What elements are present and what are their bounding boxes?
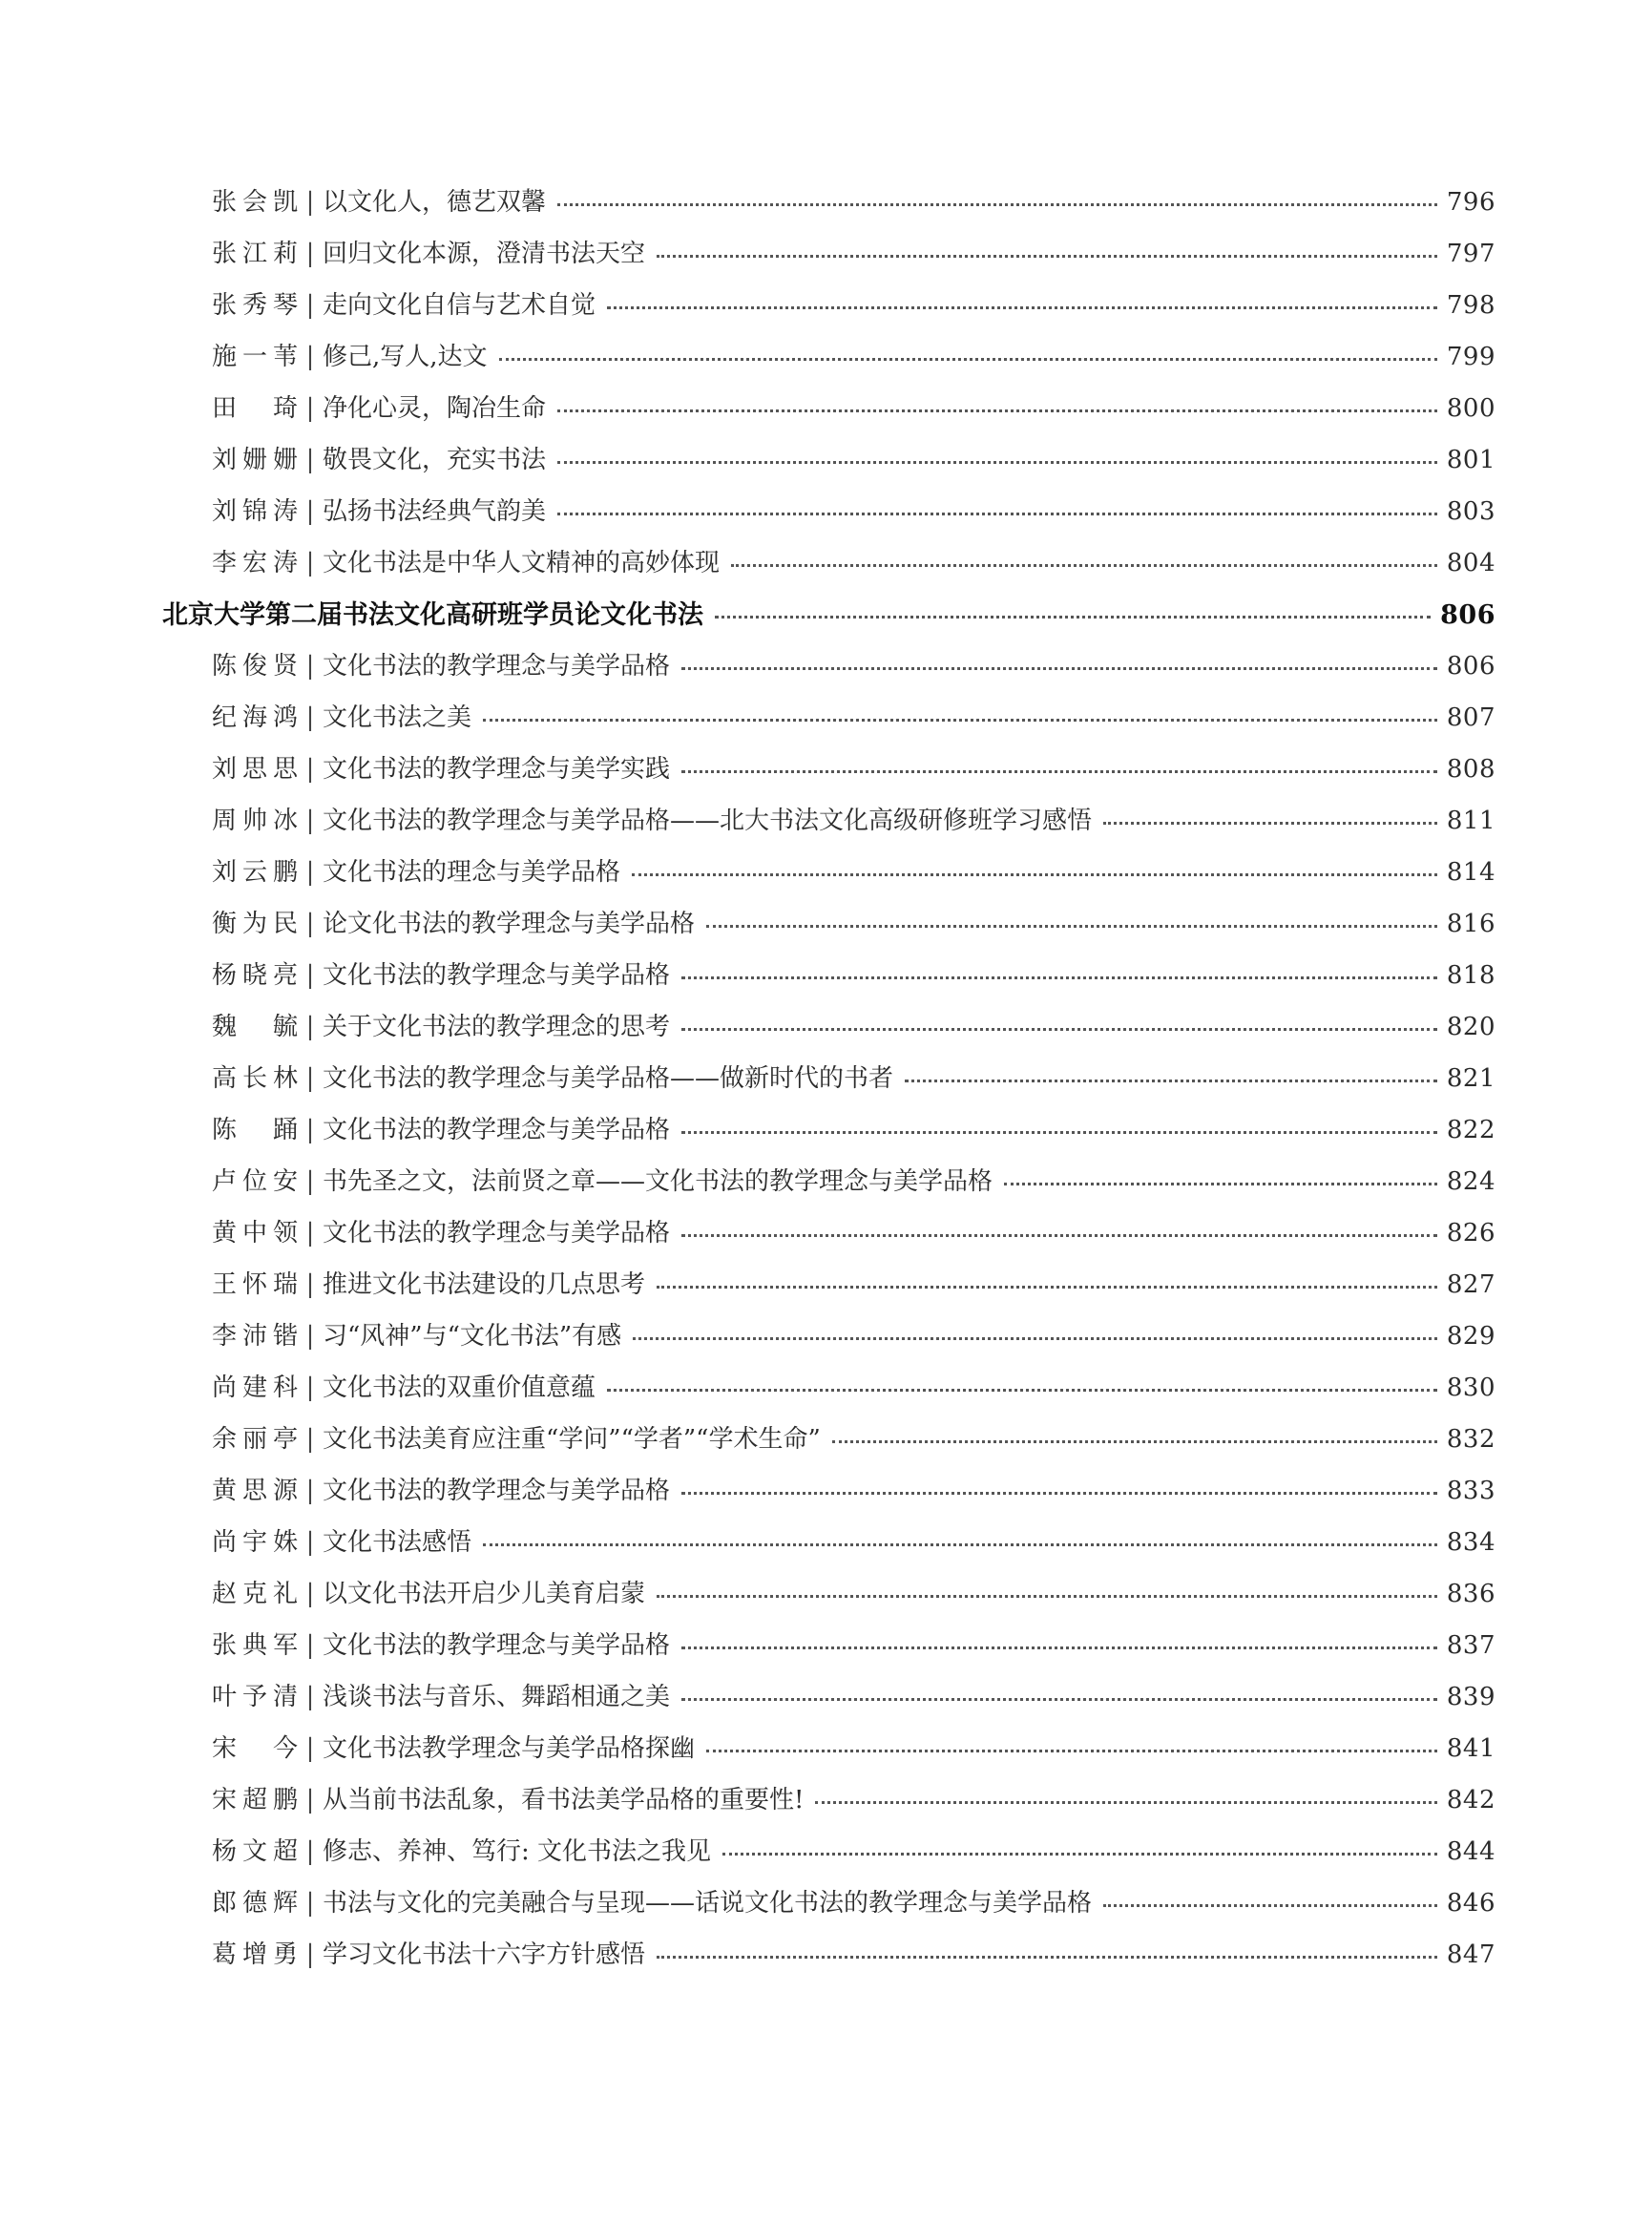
toc-entry-title: 关于文化书法的教学理念的思考	[323, 1013, 671, 1041]
toc-entry	[0, 537, 1652, 589]
toc-entry-author: 赵克礼	[212, 1580, 298, 1608]
toc-section-heading	[0, 589, 1652, 640]
toc-entry	[0, 898, 1652, 950]
toc-entry	[0, 1001, 1652, 1053]
toc-page-number: 842	[1446, 1786, 1495, 1814]
toc-page-number: 804	[1446, 549, 1495, 577]
toc-entry-separator: |	[305, 1631, 315, 1660]
dot-leader	[657, 255, 1437, 258]
toc-entry-author: 刘思思	[212, 755, 298, 784]
toc-entry-separator: |	[305, 394, 315, 423]
toc-entry-separator: |	[305, 1374, 315, 1402]
toc-page-number: 797	[1446, 240, 1495, 268]
toc-page-number: 820	[1446, 1013, 1495, 1041]
toc-entry-author: 张江莉	[212, 240, 298, 268]
toc-page-number: 818	[1446, 961, 1495, 990]
toc-page-number: 847	[1446, 1940, 1495, 1969]
toc-entry	[0, 1156, 1652, 1207]
toc-entry-title: 文化书法的教学理念与美学品格	[323, 1477, 671, 1505]
dot-leader	[657, 1595, 1437, 1598]
toc-page-number: 837	[1446, 1631, 1495, 1660]
toc-entry	[0, 744, 1652, 795]
toc-entry-title: 习“风神”与“文化书法”有感	[323, 1322, 622, 1351]
toc-entry-author: 余丽亭	[212, 1425, 298, 1454]
toc-page-number: 814	[1446, 858, 1495, 887]
toc-entry-separator: |	[305, 807, 315, 835]
toc-entry-author: 刘姗姗	[212, 446, 298, 474]
toc-entry-title: 以文化书法开启少儿美育启蒙	[323, 1580, 646, 1608]
toc-page-number: 806	[1440, 599, 1495, 630]
table-of-contents	[0, 177, 1652, 1981]
dot-leader	[633, 1337, 1437, 1340]
dot-leader	[722, 1853, 1437, 1856]
dot-leader	[681, 1646, 1437, 1649]
toc-entry-title: 文化书法美育应注重“学问”“学者”“学术生命”	[323, 1425, 821, 1454]
toc-entry-title: 文化书法的双重价值意蕴	[323, 1374, 596, 1402]
toc-page-number: 821	[1446, 1064, 1495, 1093]
toc-entry-author: 陈踊	[212, 1116, 298, 1144]
toc-page-number: 844	[1446, 1837, 1495, 1866]
toc-entry	[0, 640, 1652, 692]
toc-entry-title: 文化书法的教学理念与美学品格——北大书法文化高级研修班学习感悟	[323, 807, 1093, 835]
toc-entry	[0, 1671, 1652, 1723]
toc-entry	[0, 1877, 1652, 1929]
dot-leader	[681, 1234, 1437, 1237]
toc-page-number: 822	[1446, 1116, 1495, 1144]
toc-entry-title: 文化书法的理念与美学品格	[323, 858, 621, 887]
dot-leader	[557, 461, 1437, 464]
toc-entry-author: 周帅冰	[212, 807, 298, 835]
toc-entry-author: 高长林	[212, 1064, 298, 1093]
toc-entry-separator: |	[305, 1064, 315, 1093]
dot-leader	[681, 1492, 1437, 1495]
toc-entry	[0, 434, 1652, 486]
toc-entry	[0, 950, 1652, 1001]
toc-entry-title: 净化心灵，陶冶生命	[323, 394, 547, 423]
toc-entry	[0, 1620, 1652, 1671]
toc-page-number: 834	[1446, 1528, 1495, 1557]
toc-entry-separator: |	[305, 1734, 315, 1763]
toc-entry	[0, 1311, 1652, 1362]
toc-page-number: 803	[1446, 497, 1495, 526]
toc-entry-author: 郎德辉	[212, 1889, 298, 1918]
dot-leader	[1103, 1904, 1437, 1907]
dot-leader	[681, 1028, 1437, 1031]
dot-leader	[681, 976, 1437, 979]
toc-entry-author: 卢位安	[212, 1167, 298, 1196]
dot-leader	[715, 616, 1431, 619]
toc-entry-title: 文化书法之美	[323, 703, 472, 732]
toc-entry-title: 书先圣之文，法前贤之章——文化书法的教学理念与美学品格	[323, 1167, 993, 1196]
toc-entry-separator: |	[305, 497, 315, 526]
toc-page-number: 811	[1446, 807, 1495, 835]
toc-page-number: 830	[1446, 1374, 1495, 1402]
toc-entry-author: 刘锦涛	[212, 497, 298, 526]
toc-entry-separator: |	[305, 188, 315, 217]
toc-entry-author: 王怀瑞	[212, 1270, 298, 1299]
toc-page-number: 846	[1446, 1889, 1495, 1918]
dot-leader	[905, 1080, 1437, 1082]
toc-entry-separator: |	[305, 1425, 315, 1454]
toc-entry-title: 修志、养神、笃行: 文化书法之我见	[323, 1837, 712, 1866]
toc-entry-separator: |	[305, 961, 315, 990]
toc-entry-author: 陈俊贤	[212, 652, 298, 681]
toc-entry-title: 论文化书法的教学理念与美学品格	[323, 910, 696, 938]
dot-leader	[706, 925, 1437, 928]
toc-entry	[0, 1723, 1652, 1774]
toc-entry-separator: |	[305, 1683, 315, 1711]
dot-leader	[632, 873, 1437, 876]
dot-leader	[681, 770, 1437, 773]
toc-entry	[0, 1053, 1652, 1104]
toc-entry-separator: |	[305, 1013, 315, 1041]
toc-entry-title: 文化书法是中华人文精神的高妙体现	[323, 549, 721, 577]
toc-page-number: 816	[1446, 910, 1495, 938]
toc-entry	[0, 1362, 1652, 1414]
toc-entry	[0, 1465, 1652, 1517]
dot-leader	[1103, 822, 1437, 825]
toc-entry	[0, 331, 1652, 383]
toc-entry-author: 黄思源	[212, 1477, 298, 1505]
toc-entry-title: 走向文化自信与艺术自觉	[323, 291, 596, 320]
dot-leader	[483, 719, 1437, 722]
toc-entry-author: 尚建科	[212, 1374, 298, 1402]
toc-entry-title: 文化书法的教学理念与美学实践	[323, 755, 671, 784]
dot-leader	[657, 1956, 1437, 1959]
toc-entry-separator: |	[305, 1322, 315, 1351]
toc-entry-author: 李宏涛	[212, 549, 298, 577]
toc-entry-separator: |	[305, 755, 315, 784]
toc-entry-author: 杨文超	[212, 1837, 298, 1866]
toc-entry	[0, 1826, 1652, 1877]
toc-entry	[0, 1517, 1652, 1568]
toc-entry-separator: |	[305, 858, 315, 887]
toc-entry-author: 魏毓	[212, 1013, 298, 1041]
toc-page-number: 829	[1446, 1322, 1495, 1351]
toc-entry-separator: |	[305, 1270, 315, 1299]
toc-entry-title: 文化书法的教学理念与美学品格	[323, 961, 671, 990]
toc-page-number: 807	[1446, 703, 1495, 732]
dot-leader	[557, 513, 1437, 515]
dot-leader	[607, 306, 1437, 309]
toc-entry-title: 以文化人，德艺双馨	[323, 188, 547, 217]
toc-entry-author: 纪海鸿	[212, 703, 298, 732]
dot-leader	[706, 1750, 1437, 1752]
toc-page-number: 841	[1446, 1734, 1495, 1763]
toc-entry-separator: |	[305, 652, 315, 681]
toc-entry	[0, 1207, 1652, 1259]
dot-leader	[815, 1801, 1436, 1804]
toc-entry-author: 宋今	[212, 1734, 298, 1763]
toc-entry	[0, 1929, 1652, 1981]
toc-entry	[0, 280, 1652, 331]
dot-leader	[557, 409, 1437, 412]
dot-leader	[557, 203, 1437, 206]
toc-entry-author: 李沛锴	[212, 1322, 298, 1351]
toc-entry	[0, 1568, 1652, 1620]
dot-leader	[832, 1440, 1437, 1443]
toc-page-number: 798	[1446, 291, 1495, 320]
toc-entry-author: 宋超鹏	[212, 1786, 298, 1814]
toc-page-number: 796	[1446, 188, 1495, 217]
dot-leader	[499, 358, 1437, 361]
toc-entry-title: 学习文化书法十六字方针感悟	[323, 1940, 646, 1969]
toc-entry-title: 弘扬书法经典气韵美	[323, 497, 547, 526]
toc-page-number: 824	[1446, 1167, 1495, 1196]
toc-entry-separator: |	[305, 1580, 315, 1608]
toc-entry	[0, 1414, 1652, 1465]
toc-entry	[0, 1774, 1652, 1826]
dot-leader	[681, 1131, 1437, 1134]
toc-entry-title: 修己,写人,达文	[323, 343, 488, 371]
toc-entry-separator: |	[305, 1528, 315, 1557]
toc-entry	[0, 228, 1652, 280]
toc-page-number: 826	[1446, 1219, 1495, 1248]
toc-entry-title: 文化书法感悟	[323, 1528, 472, 1557]
toc-entry-author: 尚宇姝	[212, 1528, 298, 1557]
toc-entry-author: 张秀琴	[212, 291, 298, 320]
toc-entry	[0, 383, 1652, 434]
toc-entry-separator: |	[305, 549, 315, 577]
toc-page-number: 833	[1446, 1477, 1495, 1505]
toc-entry-title: 文化书法的教学理念与美学品格	[323, 1631, 671, 1660]
toc-entry-author: 张典军	[212, 1631, 298, 1660]
toc-entry-title: 浅谈书法与音乐、舞蹈相通之美	[323, 1683, 671, 1711]
toc-page-number: 808	[1446, 755, 1495, 784]
toc-entry-title: 敬畏文化，充实书法	[323, 446, 547, 474]
toc-section-title: 北京大学第二届书法文化高研班学员论文化书法	[162, 599, 703, 630]
dot-leader	[681, 1698, 1437, 1701]
toc-entry-title: 书法与文化的完美融合与呈现——话说文化书法的教学理念与美学品格	[323, 1889, 1093, 1918]
toc-entry-author: 衡为民	[212, 910, 298, 938]
toc-entry-separator: |	[305, 1940, 315, 1969]
toc-page-number: 799	[1446, 343, 1495, 371]
toc-entry	[0, 177, 1652, 228]
toc-entry-author: 施一苇	[212, 343, 298, 371]
toc-entry-author: 张会凯	[212, 188, 298, 217]
toc-entry-title: 推进文化书法建设的几点思考	[323, 1270, 646, 1299]
toc-page-number: 836	[1446, 1580, 1495, 1608]
toc-entry-author: 黄中领	[212, 1219, 298, 1248]
toc-entry	[0, 1259, 1652, 1311]
toc-entry-author: 杨晓亮	[212, 961, 298, 990]
toc-entry-author: 刘云鹏	[212, 858, 298, 887]
toc-entry	[0, 486, 1652, 537]
toc-page-number: 832	[1446, 1425, 1495, 1454]
toc-entry-title: 文化书法的教学理念与美学品格	[323, 652, 671, 681]
toc-entry-title: 文化书法教学理念与美学品格探幽	[323, 1734, 696, 1763]
dot-leader	[681, 667, 1437, 670]
toc-page-number: 806	[1446, 652, 1495, 681]
toc-page-number: 827	[1446, 1270, 1495, 1299]
toc-entry-author: 葛增勇	[212, 1940, 298, 1969]
toc-entry-author: 田琦	[212, 394, 298, 423]
toc-entry-separator: |	[305, 1837, 315, 1866]
dot-leader	[607, 1389, 1437, 1392]
toc-entry-separator: |	[305, 703, 315, 732]
toc-entry-title: 回归文化本源，澄清书法天空	[323, 240, 646, 268]
toc-entry-separator: |	[305, 446, 315, 474]
dot-leader	[1004, 1183, 1437, 1185]
toc-entry	[0, 1104, 1652, 1156]
toc-entry-separator: |	[305, 240, 315, 268]
toc-entry	[0, 795, 1652, 847]
toc-entry-separator: |	[305, 1167, 315, 1196]
toc-entry-author: 叶予清	[212, 1683, 298, 1711]
toc-entry-title: 从当前书法乱象，看书法美学品格的重要性!	[323, 1786, 805, 1814]
toc-entry	[0, 692, 1652, 744]
toc-entry-separator: |	[305, 1477, 315, 1505]
dot-leader	[731, 564, 1437, 567]
dot-leader	[483, 1543, 1437, 1546]
dot-leader	[657, 1286, 1437, 1289]
toc-entry-separator: |	[305, 910, 315, 938]
toc-page-number: 801	[1446, 446, 1495, 474]
toc-entry-separator: |	[305, 1889, 315, 1918]
toc-entry-separator: |	[305, 1786, 315, 1814]
toc-entry	[0, 847, 1652, 898]
toc-entry-title: 文化书法的教学理念与美学品格	[323, 1116, 671, 1144]
toc-page-number: 839	[1446, 1683, 1495, 1711]
toc-entry-separator: |	[305, 1116, 315, 1144]
toc-entry-title: 文化书法的教学理念与美学品格——做新时代的书者	[323, 1064, 894, 1093]
toc-entry-separator: |	[305, 343, 315, 371]
toc-entry-separator: |	[305, 291, 315, 320]
toc-entry-title: 文化书法的教学理念与美学品格	[323, 1219, 671, 1248]
toc-entry-separator: |	[305, 1219, 315, 1248]
toc-page-number: 800	[1446, 394, 1495, 423]
